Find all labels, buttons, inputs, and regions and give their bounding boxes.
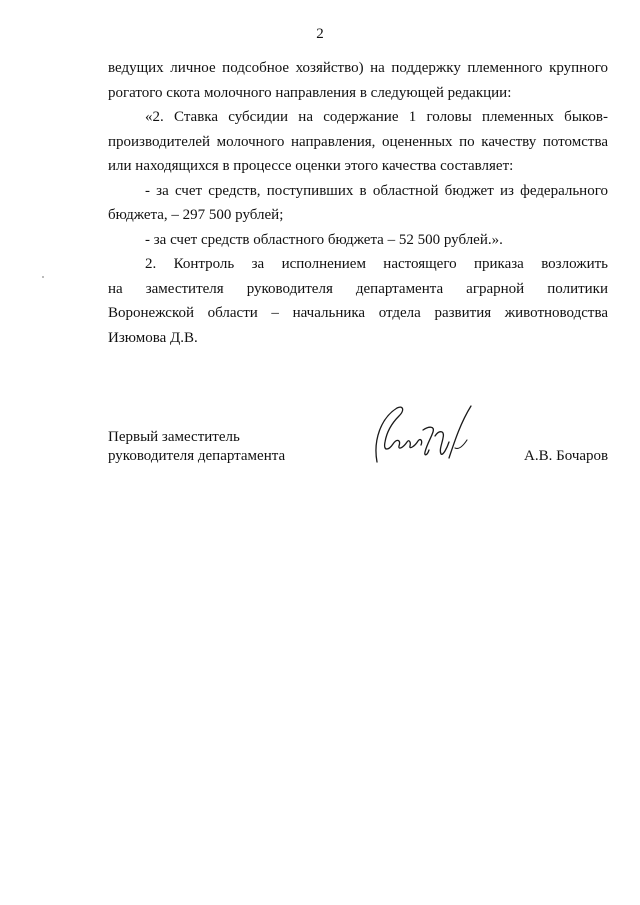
signatory-title-line: Первый заместитель xyxy=(108,429,240,445)
signature-block xyxy=(108,428,628,508)
body-line: Воронежской области – начальника отдела развития животноводства xyxy=(108,305,608,321)
scan-speck xyxy=(42,276,44,278)
signatory-title-line: руководителя департамента xyxy=(108,448,286,464)
document-body xyxy=(108,56,608,350)
body-line: «2. Ставка субсидии на содержание 1 головы племенных быков- xyxy=(145,109,608,125)
body-line: рогатого скота молочного направления в следующей редакции: xyxy=(108,84,512,101)
body-line: или находящихся в процессе оценки этого качества составляет: xyxy=(108,158,514,174)
handwritten-signature xyxy=(363,400,483,472)
body-line: производителей молочного направления, оцененных по качеству потомства xyxy=(108,133,608,150)
signatory-name: А.В. Бочаров xyxy=(524,448,609,464)
signatory-title xyxy=(108,428,285,466)
page-number: 2 xyxy=(316,26,324,42)
body-line: 2. Контроль за исполнением настоящего приказа возложить xyxy=(145,256,608,272)
body-line: бюджета, – 297 500 рублей; xyxy=(108,207,284,223)
body-line: ведущих личное подсобное хозяйство) на поддержку племенного крупного xyxy=(108,60,608,76)
body-line: на заместителя руководителя департамента аграрной политики xyxy=(108,280,608,297)
body-line: - за счет средств, поступивших в областной бюджет из федерального xyxy=(145,182,608,199)
body-line: - за счет средств областного бюджета – 52 500 рублей.». xyxy=(145,231,503,248)
body-line: Изюмова Д.В. xyxy=(108,329,198,346)
